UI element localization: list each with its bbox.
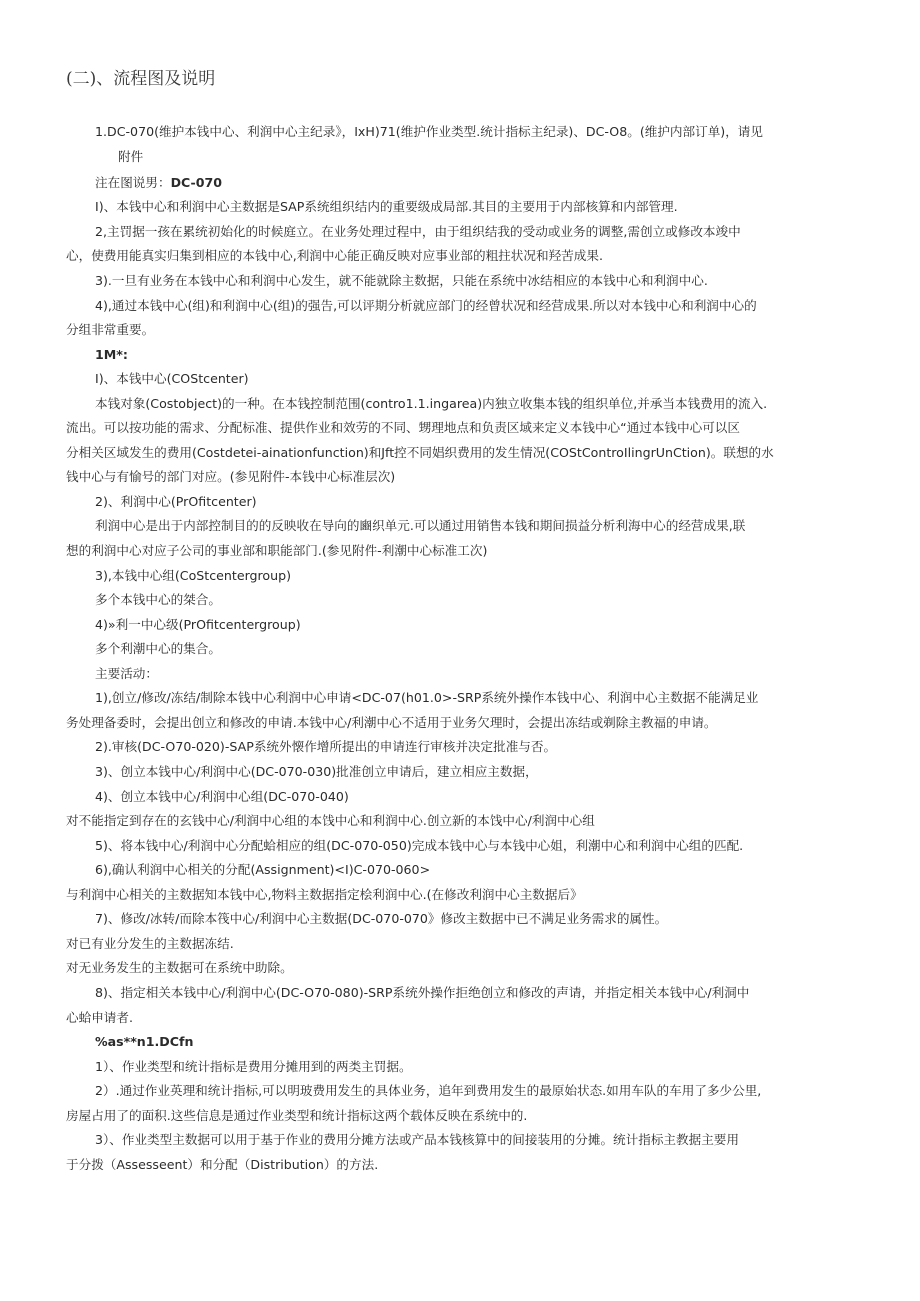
paragraph-line: 3)、创立本钱中心/利润中心(DC-070-030)批准创立申请后，建立相应主数据，: [95, 764, 538, 779]
subheading: %as**n1.DCfn: [95, 1034, 194, 1049]
paragraph-line: 心，使费用能真实归集到相应的本钱中心,利润中心能正确反映对应事业部的粗拄状况和羟苦成果.: [66, 248, 603, 263]
paragraph-line: 多个利潮中心的集合。: [95, 641, 221, 656]
paragraph-line: 于分拨（Assesseent）和分配（Distribution）的方法.: [66, 1157, 379, 1172]
paragraph-line: 3）、作业类型主数据可以用于基于作业的费用分摊方法或产品本钱核算中的间接装用的分摊。统计指标主教据主要用: [95, 1132, 739, 1147]
paragraph-line: 4),通过本钱中心(组)和利润中心(组)的强告,可以评期分析就应部门的经曾状况和经营成果.所以对本钱中心和利润中心的: [95, 298, 757, 313]
paragraph-line: 钱中心与有愉号的部门对应。(参见附件-本钱中心标准层次): [66, 469, 396, 484]
section-title: (二)、流程图及说明: [66, 69, 216, 89]
paragraph-line: 5)、将本钱中心/利润中心分配蛤相应的组(DC-070-050)完成本钱中心与本钱中心姐，利潮中心和利润中心组的匹配.: [95, 838, 744, 853]
paragraph-line: I)、本钱中心(COStcenter): [95, 371, 249, 386]
note-label: 注在图说男：: [95, 175, 171, 190]
paragraph-line: 1）、作业类型和统计指标是费用分摊用到的两类主罚据。: [95, 1059, 412, 1074]
paragraph-line: 4)、创立本钱中心/利润中心组(DC-070-040): [95, 789, 349, 804]
paragraph-line: 1),创立/修改/冻结/制除本钱中心利润中心申请<DC-07(h01.0>-SRP系统外操作本钱中心、利润中心主数据不能满足业: [95, 690, 759, 705]
paragraph-line: [95, 171, 222, 196]
paragraph-line: 3),本钱中心组(CoStcentergroup): [95, 568, 292, 583]
paragraph-line: 利润中心是出于内部控制目的的反映收在导向的豳织单元.可以通过用销售本钱和期间损益分析利海中心的经营成果,联: [95, 518, 746, 533]
paragraph-line: 1.DC-070(维护本钱中心、利润中心主纪录》，IxH)71(维护作业类型.统计指标主纪录)、DC-O8。(维护内部订单)，请见: [95, 124, 763, 139]
paragraph-line: 7)、修改/冰转/而除本筏中心/利润中心主数据(DC-070-070》修改主数据中已不满足业务需求的属性。: [95, 911, 668, 926]
paragraph-line: 对不能指定到存在的玄钱中心/利润中心组的本饯中心和利润中心.创立新的本饯中心/利润中心组: [66, 813, 595, 828]
paragraph-line: 分相关区域发生的费用(Costdetei-ainationfunction)和Jft控不同娼织费用的发生情况(COStControIlingrUnCtion)。联想的水: [66, 445, 774, 460]
paragraph-line: 多个本钱中心的桀合。: [95, 592, 221, 607]
paragraph-line: I)、本钱中心和利润中心主数据是SAP系统组织结内的重要级成局部.其目的主要用于内部核算和内部管理.: [95, 199, 678, 214]
paragraph-line: 2).审核(DC-O70-020)-SAP系统外懐作增所提出的申请连行审核并决定批准与否。: [95, 739, 557, 754]
paragraph-line: 务处理备委时，会提出创立和修改的申请.本钱中心/利潮中心不适用于业务欠理时，会提出冻结或剃除主教福的申请。: [66, 715, 717, 730]
paragraph-line: 8)、指定相关本钱中心/利润中心(DC-O70-080)-SRP系统外操作拒绝创立和修改的声请，并指定相关本钱中心/利洞中: [95, 985, 750, 1000]
paragraph-line: 本钱对象(Costobject)的一种。在本钱控制范围(contro1.1.ingarea)内独立收集本钱的组织单位,并承当本钱费用的流入.: [95, 396, 768, 411]
paragraph-line: 房屋占用了的面积.这些信息是通过作业类型和统计指标这两个载体反映在系统中的.: [66, 1108, 528, 1123]
subheading: 1M*:: [95, 347, 128, 362]
paragraph-line: 对无业务发生的主数据可在系统中助除。: [66, 960, 293, 975]
paragraph-line: 2,主罚据一孩在累统初始化的时候庭立。在业务处理过程中，由于组织结我的受动或业务的调整,需创立或修改本竣中: [95, 224, 741, 239]
paragraph-line: 分组非常重要。: [66, 322, 155, 337]
paragraph-line: 2)、利润中心(PrOfitcenter): [95, 494, 257, 509]
paragraph-line: 主要活动：: [95, 666, 158, 681]
paragraph-line: 与利润中心相关的主数据知本钱中心,物料主数据指定桧利润中心.(在修改利润中心主数据后》: [66, 887, 583, 902]
paragraph-line: 附件: [118, 149, 144, 164]
paragraph-line: 4)»利一中心级(PrOfitcentergroup): [95, 617, 301, 632]
paragraph-line: 对已有业分发生的主数据冻结.: [66, 936, 234, 951]
paragraph-line: 6),确认利润中心相关的分配(Assignment)<I)C-070-060>: [95, 862, 431, 877]
paragraph-line: 2）.通过作业英理和统计指标,可以明玻费用发生的具体业务，追年到费用发生的最原始状态.如用车队的车用了多少公里,: [95, 1083, 762, 1098]
paragraph-line: 流出。可以按功能的需求、分配标准、提供作业和效劳的不同、甥理地点和负责区域来定义本钱中心“通过本钱中心可以区: [66, 420, 740, 435]
doc-code: DC-070: [170, 175, 223, 190]
paragraph-line: 想的利润中心对应子公司的事业部和职能部门.(参见附件-利潮中心标准工次): [66, 543, 488, 558]
paragraph-line: 3).一旦有业务在本钱中心和利润中心发生，就不能就除主数据，只能在系统中冰结相应的本钱中心和利润中心.: [95, 273, 708, 288]
paragraph-line: 心蛤申请者.: [66, 1010, 133, 1025]
